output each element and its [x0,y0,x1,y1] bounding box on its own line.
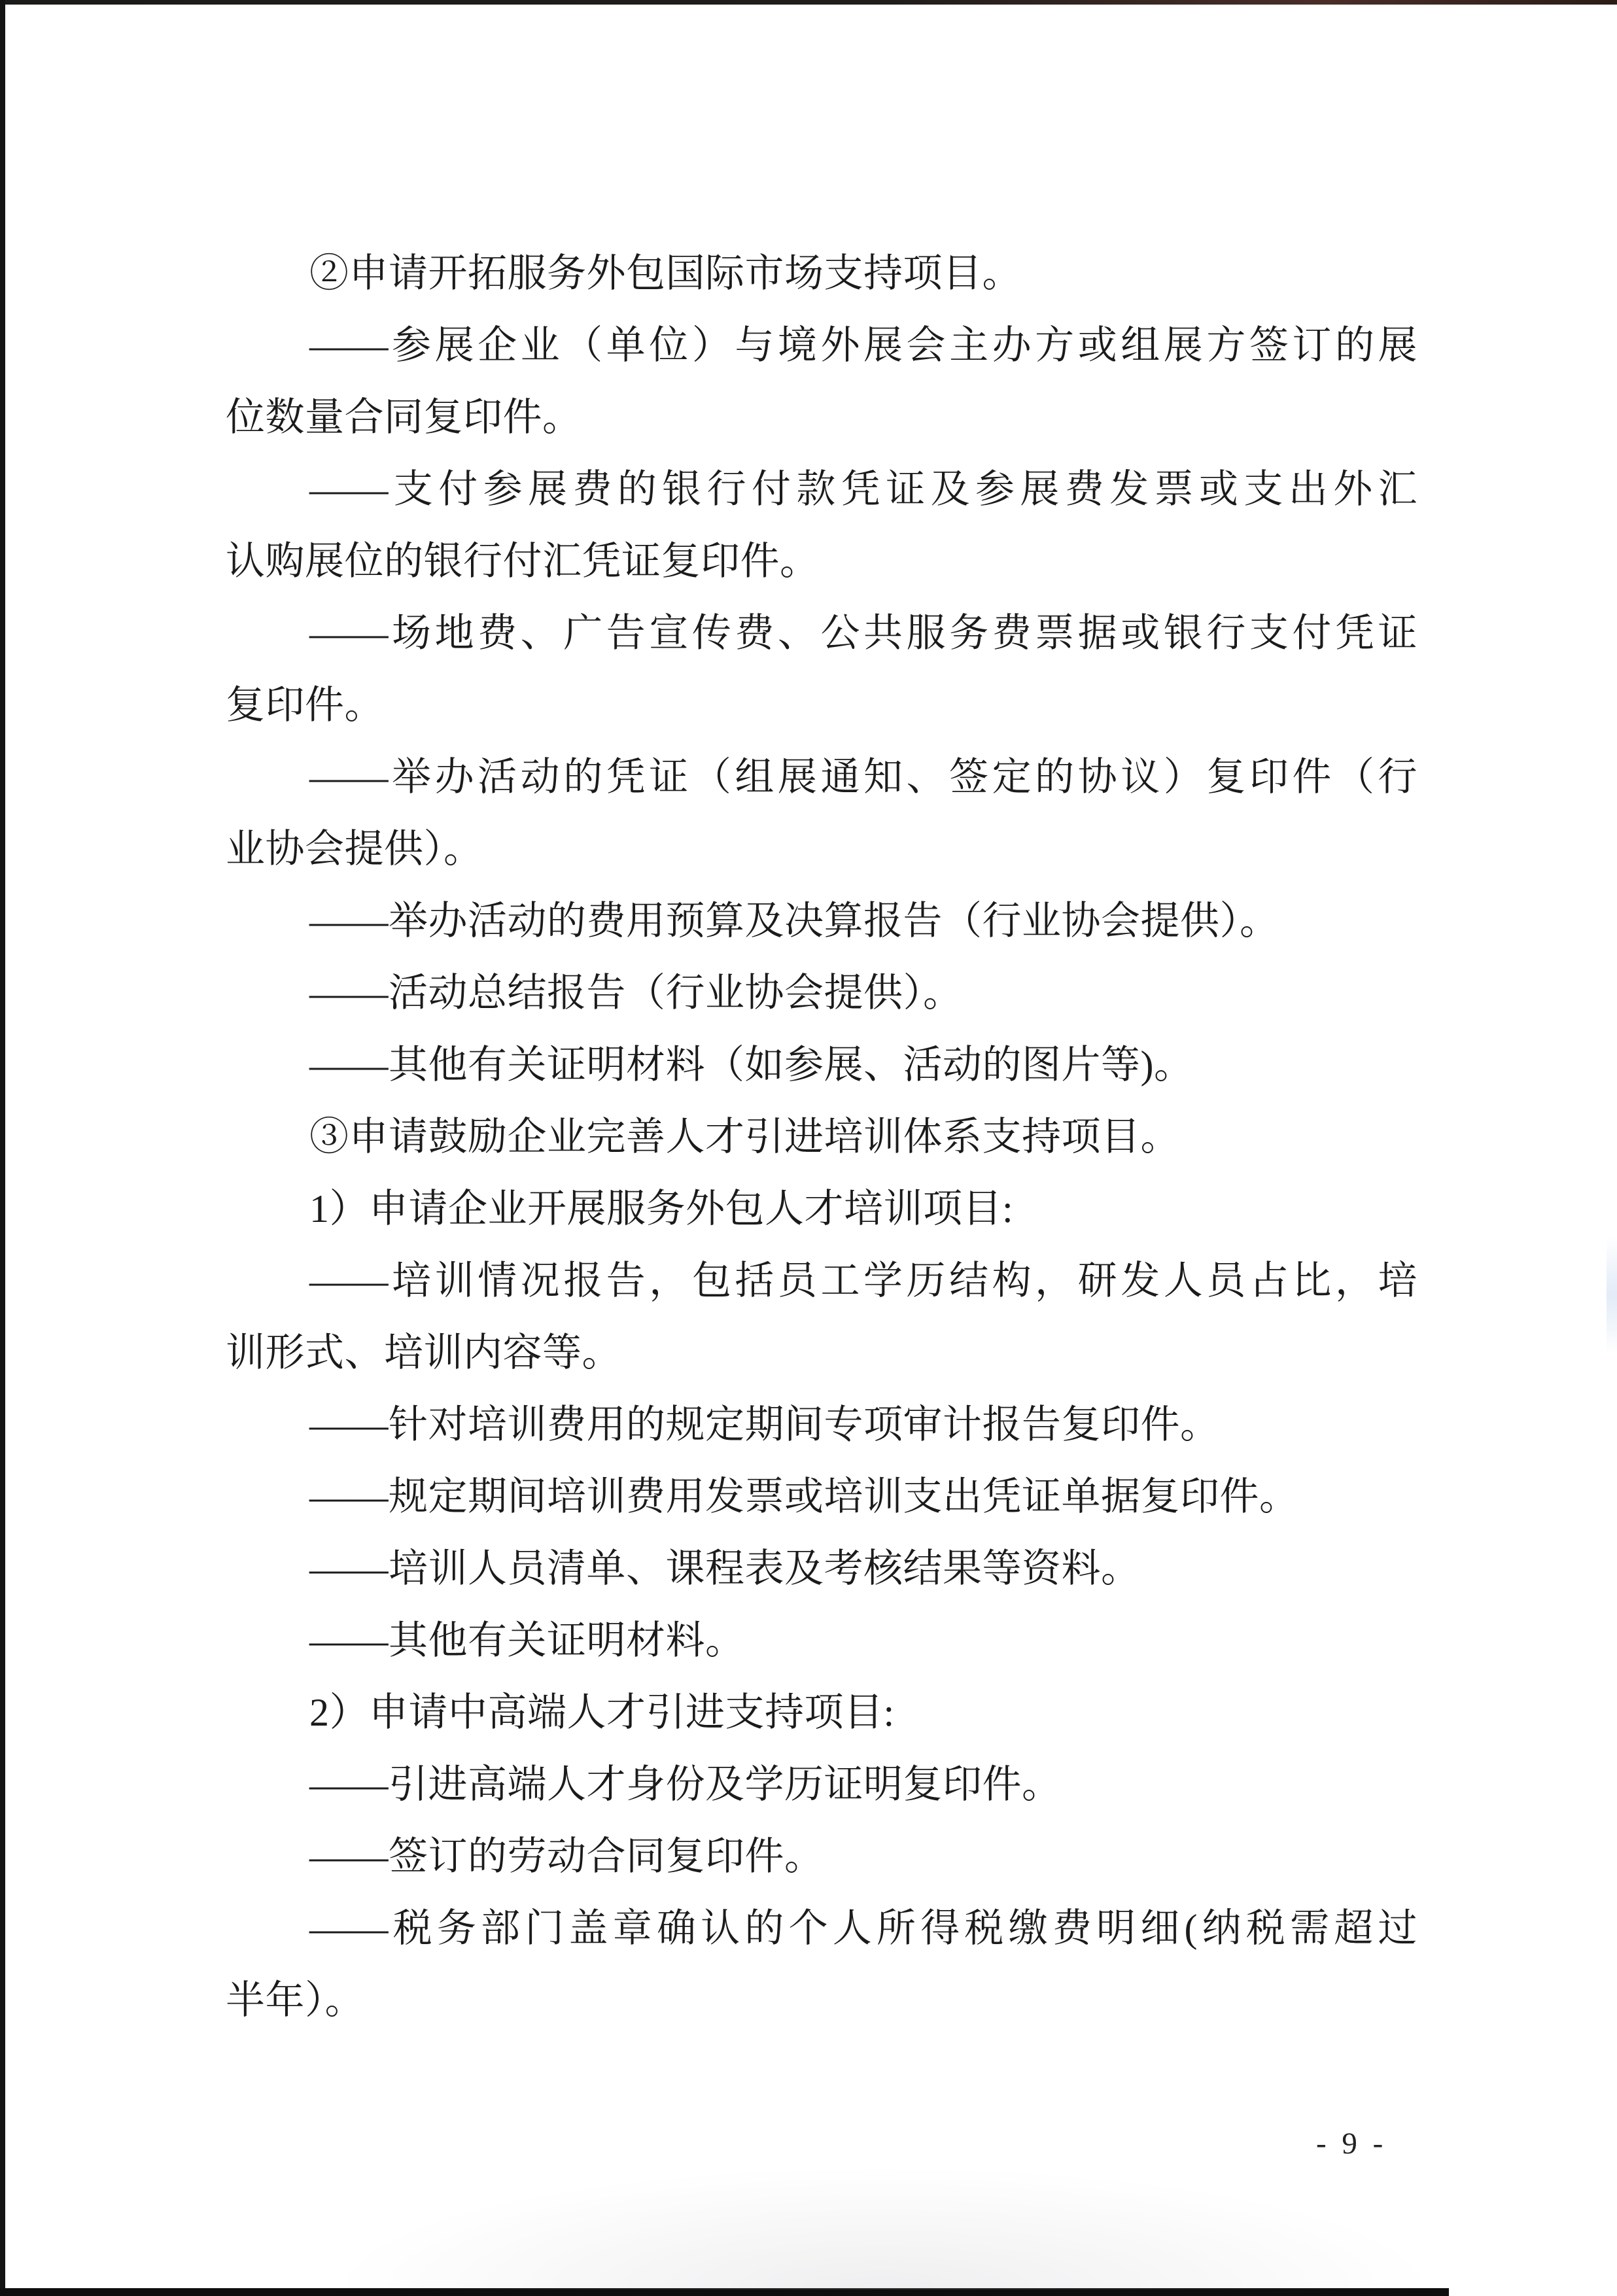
document-line: ——举办活动的费用预算及决算报告（行业协会提供）。 [309,899,1279,943]
scan-edge-top [0,0,1617,5]
document-line: ——参展企业（单位）与境外展会主办方或组展方签订的展 [309,324,1417,367]
page-number: - 9 - [1316,2127,1387,2161]
document-line: ——培训人员清单、课程表及考核结果等资料。 [309,1547,1141,1590]
document-line: ——引进高端人才身份及学历证明复印件。 [309,1763,1062,1806]
document-line: ——税务部门盖章确认的个人所得税缴费明细(纳税需超过 [309,1907,1417,1950]
document-line: ——举办活动的凭证（组展通知、签定的协议）复印件（行 [309,756,1417,799]
document-line: ——规定期间培训费用发票或培训支出凭证单据复印件。 [309,1475,1299,1518]
document-line: ——活动总结报告（行业协会提供）。 [309,971,963,1015]
document-line: ——支付参展费的银行付款凭证及参展费发票或支出外汇 [309,468,1417,511]
document-line: 位数量合同复印件。 [226,396,582,439]
document-line: 训形式、培训内容等。 [226,1331,621,1374]
scan-smudge-right [1607,1236,1617,1354]
document-line: ②申请开拓服务外包国际市场支持项目。 [309,252,1022,295]
document-line: 认购展位的银行付汇凭证复印件。 [226,540,820,583]
document-line: ——签订的劳动合同复印件。 [309,1835,824,1878]
document-line: ——其他有关证明材料（如参展、活动的图片等)。 [309,1043,1194,1087]
document-line: ——场地费、广告宣传费、公共服务费票据或银行支付凭证 [309,612,1417,655]
document-line: 2）申请中高端人才引进支持项目: [309,1691,895,1734]
document-line: 复印件。 [226,684,384,727]
document-line: 半年）。 [226,1979,364,2022]
document-text [226,237,1417,2036]
document-line: ——其他有关证明材料。 [309,1619,745,1662]
document-line: 1）申请企业开展服务外包人才培训项目: [309,1187,1014,1230]
document-line: ——针对培训费用的规定期间专项审计报告复印件。 [309,1403,1220,1446]
document-line: ——培训情况报告，包括员工学历结构，研发人员占比，培 [309,1259,1417,1302]
document-line: 业协会提供）。 [226,827,483,871]
document-line: ③申请鼓励企业完善人才引进培训体系支持项目。 [309,1115,1180,1158]
scan-shadow-bottom [327,2165,1439,2289]
scan-edge-left [0,0,5,2296]
scan-edge-bottom [0,2288,1449,2296]
